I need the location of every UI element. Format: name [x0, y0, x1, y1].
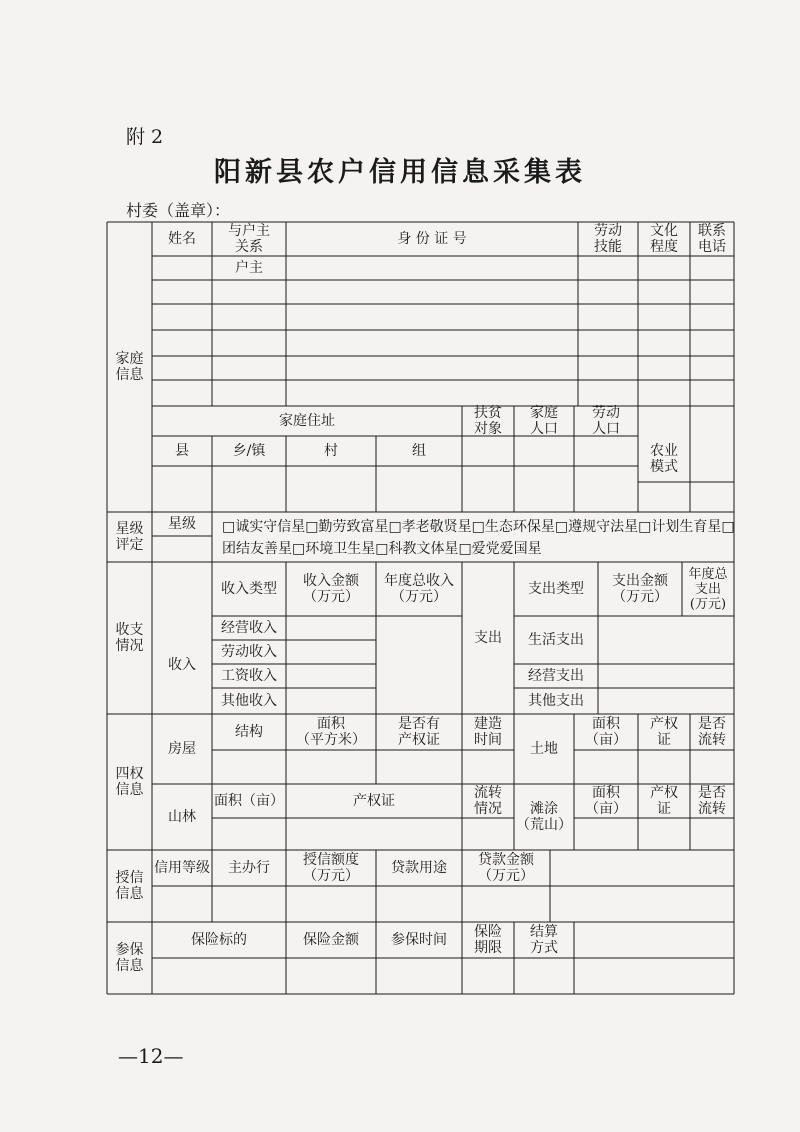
- expense-type-header: 支出类型: [528, 581, 584, 597]
- beach-cert-header: 产权 证: [650, 785, 678, 817]
- col-name: 姓名: [168, 231, 196, 247]
- house-label: 房屋: [168, 741, 196, 757]
- star-label: 星级: [168, 516, 196, 532]
- house-cert-header: 是否有 产权证: [398, 716, 440, 748]
- land-area-header: 面积 （亩）: [585, 716, 627, 748]
- col-relation: 与户主 关系: [228, 223, 270, 255]
- income-label: 收入: [168, 657, 196, 673]
- expense-label: 支出: [474, 630, 502, 646]
- star-options: □诚实守信星□勤劳致富星□孝老敬贤星□生态环保星□遵规守法星□计划生育星□团结友善星□环境卫生星□科教文体星□爱党爱国星: [222, 519, 735, 557]
- insurance-amount-header: 保险金额: [303, 932, 359, 948]
- section-rights: 四权 信息: [115, 766, 144, 798]
- head-of-household: 户主: [235, 260, 263, 276]
- house-area-header: 面积 （平方米）: [296, 716, 366, 748]
- credit-grade-header: 信用等级: [154, 860, 210, 876]
- income-item-business: 经营收入: [221, 620, 277, 636]
- section-income: 收支 情况: [115, 622, 144, 654]
- address-county: 县: [175, 443, 189, 459]
- income-type-header: 收入类型: [221, 581, 277, 597]
- beach-area-header: 面积 （亩）: [585, 785, 627, 817]
- forest-area-header: 面积（亩）: [214, 793, 284, 809]
- insurance-settle-header: 结算 方式: [530, 924, 558, 956]
- insurance-period-header: 保险 期限: [474, 924, 502, 956]
- house-built-header: 建造 时间: [474, 716, 502, 748]
- expense-item-business: 经营支出: [528, 668, 584, 684]
- poverty-target: 扶贫 对象: [474, 405, 502, 437]
- expense-item-other: 其他支出: [528, 693, 584, 709]
- beach-transfer-header: 是否 流转: [698, 785, 726, 817]
- land-label: 土地: [530, 741, 558, 757]
- income-item-labor: 劳动收入: [221, 644, 277, 660]
- section-insurance: 参保 信息: [115, 942, 144, 974]
- beach-label: 滩涂 （荒山）: [516, 801, 572, 833]
- address-group: 组: [412, 443, 426, 459]
- col-phone: 联系 电话: [698, 223, 726, 255]
- house-structure-header: 结构: [235, 724, 263, 740]
- forest-label: 山林: [168, 809, 196, 825]
- forest-transfer-header: 流转 情况: [474, 785, 502, 817]
- page-number: —12—: [118, 1044, 184, 1068]
- expense-total-header: 年度总 支出 (万元): [688, 566, 728, 612]
- expense-item-living: 生活支出: [528, 632, 584, 648]
- attachment-label: 附 2: [126, 126, 164, 148]
- expense-amount-header: 支出金额 （万元）: [612, 573, 668, 605]
- insurance-time-header: 参保时间: [391, 932, 447, 948]
- page-title: 阳新县农户信用信息采集表: [214, 157, 586, 188]
- agriculture-mode: 农业 模式: [650, 443, 678, 475]
- credit-limit-header: 授信额度 （万元）: [303, 852, 359, 884]
- credit-usage-header: 贷款用途: [391, 860, 447, 876]
- address-village: 村: [324, 443, 338, 459]
- forest-cert-header: 产权证: [353, 793, 395, 809]
- family-population: 家庭 人口: [530, 405, 558, 437]
- income-total-header: 年度总收入 （万元）: [384, 573, 454, 605]
- col-skill: 劳动 技能: [594, 223, 622, 255]
- land-cert-header: 产权 证: [650, 716, 678, 748]
- income-item-wage: 工资收入: [221, 668, 277, 684]
- credit-bank-header: 主办行: [228, 860, 270, 876]
- section-star: 星级 评定: [115, 521, 144, 553]
- labor-population: 劳动 人口: [592, 405, 620, 437]
- section-credit: 授信 信息: [115, 870, 144, 902]
- col-education: 文化 程度: [650, 223, 678, 255]
- col-id-number: 身 份 证 号: [397, 231, 467, 247]
- insurance-target-header: 保险标的: [191, 932, 247, 948]
- income-amount-header: 收入金额 （万元）: [303, 573, 359, 605]
- land-transfer-header: 是否 流转: [698, 716, 726, 748]
- village-stamp-label: 村委（盖章）：: [126, 201, 231, 220]
- income-item-other: 其他收入: [221, 693, 277, 709]
- credit-amount-header: 贷款金额 （万元）: [478, 852, 534, 884]
- address-header: 家庭住址: [279, 413, 335, 429]
- address-town: 乡/镇: [232, 443, 266, 459]
- section-family: 家庭 信息: [115, 351, 144, 383]
